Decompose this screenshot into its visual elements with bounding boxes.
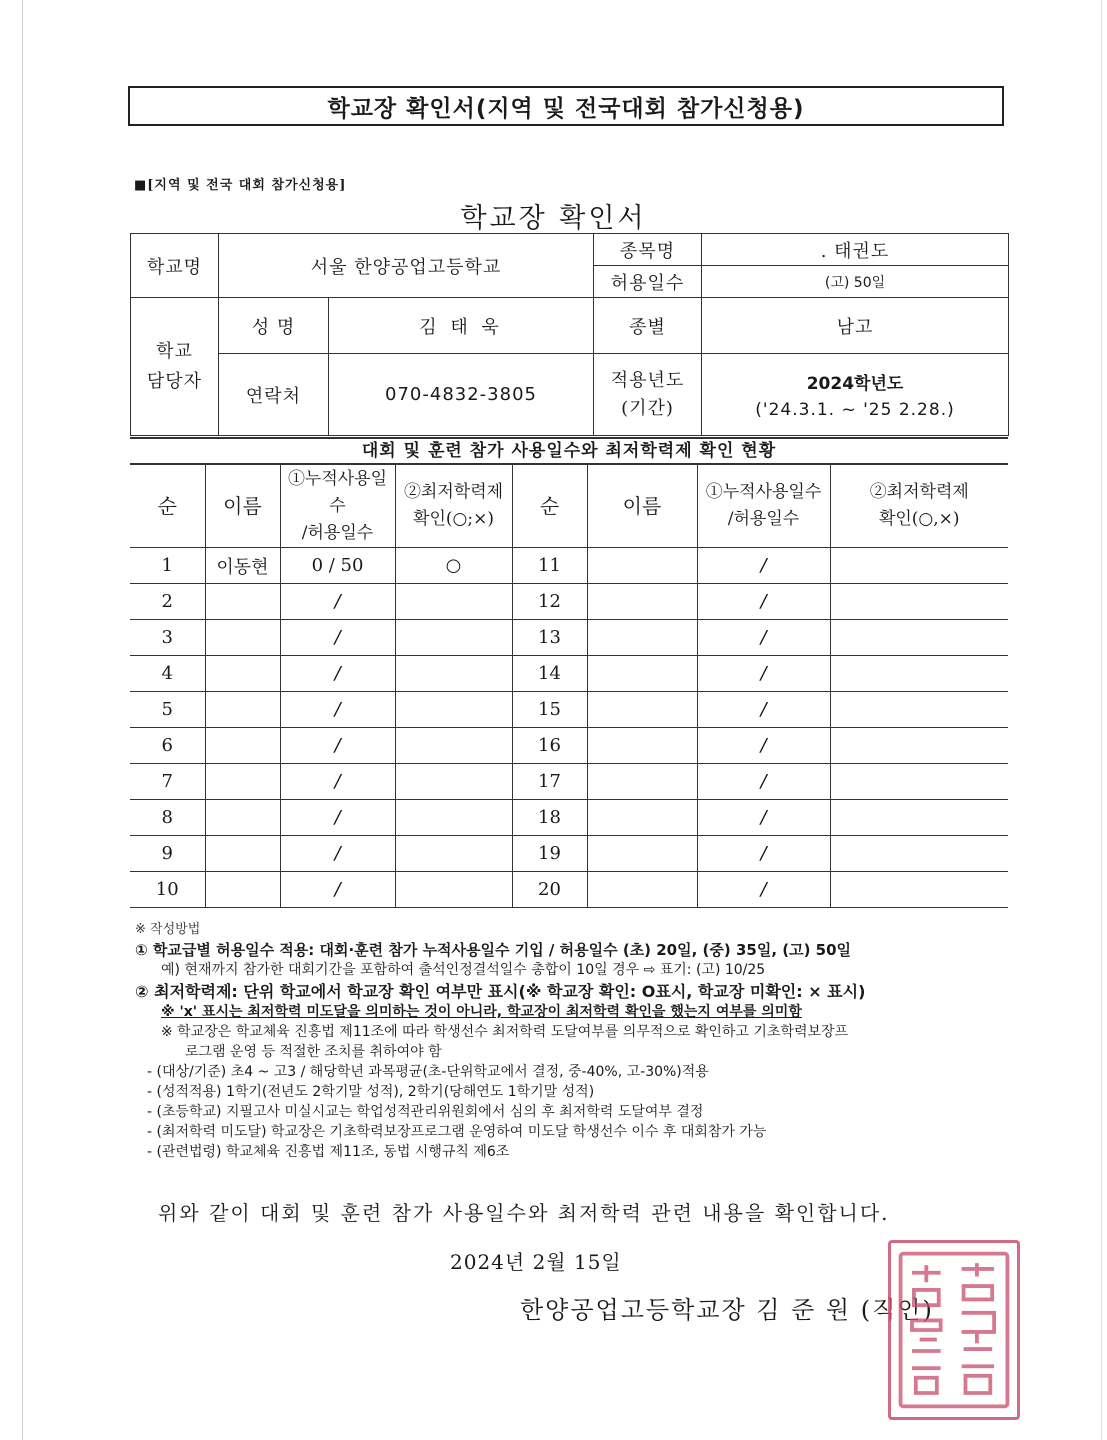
category-label: 종별	[594, 298, 702, 354]
row-name	[205, 692, 280, 728]
header-days-right: ①누적사용일수 /허용일수	[697, 464, 830, 548]
row-check	[830, 836, 1008, 872]
row-days: /	[280, 836, 395, 872]
table-row	[130, 548, 1008, 584]
school-name-label: 학교명	[131, 234, 219, 298]
row-days: /	[697, 800, 830, 836]
header-no-right: 순	[512, 464, 587, 548]
list-item: - (초등학교) 지필고사 미실시교는 학업성적관리위원회에서 심의 후 최저학력 도달여부 결정	[147, 1104, 704, 1120]
row-days: /	[280, 872, 395, 908]
note-2-b-cont: 로그램 운영 등 적절한 조치를 취하여야 함	[185, 1044, 442, 1060]
table-row	[130, 584, 1008, 620]
name-label: 성 명	[219, 298, 329, 354]
row-name	[205, 728, 280, 764]
row-check	[830, 620, 1008, 656]
instructions-heading: ※ 작성방법	[135, 922, 201, 937]
form-title: 학교장 확인서	[460, 203, 647, 234]
row-no: 8	[130, 800, 205, 836]
row-name	[205, 764, 280, 800]
row-name	[587, 692, 697, 728]
status-table	[130, 463, 1008, 908]
document-title: 학교장 확인서(지역 및 전국대회 참가신청용)	[327, 95, 805, 122]
allowed-days-label: 허용일수	[594, 266, 702, 298]
row-days: /	[697, 620, 830, 656]
row-check	[395, 800, 512, 836]
table-row	[130, 692, 1008, 728]
row-no: 1	[130, 548, 205, 584]
row-check	[395, 656, 512, 692]
section-label: ■[지역 및 전국 대회 참가신청용]	[134, 178, 347, 193]
row-check	[830, 584, 1008, 620]
row-no: 17	[512, 764, 587, 800]
row-check	[395, 764, 512, 800]
row-check	[395, 728, 512, 764]
row-no: 12	[512, 584, 587, 620]
table-row	[130, 872, 1008, 908]
header-days-left: ①누적사용일수 /허용일수	[280, 464, 395, 548]
seal-graphic	[891, 1243, 1017, 1417]
row-days: /	[697, 548, 830, 584]
row-days: /	[280, 728, 395, 764]
list-item: - (최저학력 미도달) 학교장은 기초학력보장프로그램 운영하여 미도달 학생선수 이수 후 대회참가 가능	[147, 1124, 767, 1140]
row-check	[830, 800, 1008, 836]
row-name	[205, 584, 280, 620]
row-name	[587, 800, 697, 836]
header-check-right: ②최저학력제 확인(○,×)	[830, 464, 1008, 548]
allowed-days-value: (고) 50일	[702, 266, 1009, 298]
row-check: ○	[395, 548, 512, 584]
row-name	[587, 728, 697, 764]
note-2-a: ※ 'x' 표시는 최저학력 미도달을 의미하는 것이 아니라, 학교장이 최저학력 확인을 했는지 여부를 의미함	[161, 1004, 802, 1020]
confirmation-statement: 위와 같이 대회 및 훈련 참가 사용일수와 최저학력 관련 내용을 확인합니다.	[158, 1201, 890, 1225]
row-no: 6	[130, 728, 205, 764]
row-days: /	[280, 584, 395, 620]
list-item: - (관련법령) 학교체육 진흥법 제11조, 동법 시행규칙 제6조	[147, 1144, 510, 1160]
row-name	[205, 872, 280, 908]
row-no: 5	[130, 692, 205, 728]
document-title-box	[128, 86, 1004, 126]
row-no: 15	[512, 692, 587, 728]
instructions	[135, 920, 1035, 1162]
school-name: 서울 한양공업고등학교	[219, 234, 594, 298]
sport-label: 종목명	[594, 234, 702, 266]
year-value: 2024학년도	[806, 374, 904, 394]
row-no: 7	[130, 764, 205, 800]
row-check	[830, 548, 1008, 584]
row-days: /	[280, 692, 395, 728]
row-name	[205, 620, 280, 656]
table-header-row	[130, 464, 1008, 548]
row-check	[395, 836, 512, 872]
note-1-example: 예) 현재까지 참가한 대회기간을 포함하여 출석인정결석일수 총합이 10일 경우 ⇨ 표기: (고) 10/25	[161, 962, 766, 978]
row-no: 13	[512, 620, 587, 656]
note-2: ② 최저학력제: 단위 학교에서 학교장 확인 여부만 표시(※ 학교장 확인: O표시, 학교장 미확인: × 표시)	[135, 982, 866, 1001]
row-name	[205, 656, 280, 692]
row-days: /	[280, 764, 395, 800]
row-check	[395, 692, 512, 728]
header-name-right: 이름	[587, 464, 697, 548]
row-days: /	[697, 728, 830, 764]
row-check	[830, 872, 1008, 908]
list-item: - (성적적용) 1학기(전년도 2학기말 성적), 2학기(당해연도 1학기말 성적)	[147, 1084, 595, 1100]
status-table-title: 대회 및 훈련 참가 사용일수와 최저학력제 확인 현황	[130, 437, 1008, 463]
row-no: 4	[130, 656, 205, 692]
row-name	[205, 836, 280, 872]
row-no: 2	[130, 584, 205, 620]
row-check	[830, 764, 1008, 800]
row-check	[830, 692, 1008, 728]
row-days: /	[697, 764, 830, 800]
row-name	[587, 620, 697, 656]
official-seal-stamp	[888, 1240, 1020, 1420]
header-no-left: 순	[130, 464, 205, 548]
row-name	[587, 548, 697, 584]
principal-signature: 한양공업고등학교장 김 준 원 (직인)	[520, 1296, 934, 1324]
row-check	[830, 656, 1008, 692]
manager-label: 학교 담당자	[131, 298, 219, 436]
row-days: /	[697, 656, 830, 692]
row-no: 16	[512, 728, 587, 764]
row-name	[205, 800, 280, 836]
table-row	[130, 728, 1008, 764]
year-cell	[702, 354, 1009, 436]
sport-value: . 태권도	[702, 234, 1009, 266]
table-row	[130, 764, 1008, 800]
row-no: 14	[512, 656, 587, 692]
table-row	[130, 620, 1008, 656]
row-name	[587, 764, 697, 800]
row-check	[395, 620, 512, 656]
header-name-left: 이름	[205, 464, 280, 548]
row-days: /	[280, 656, 395, 692]
row-days: 0 / 50	[280, 548, 395, 584]
category-value: 남고	[702, 298, 1009, 354]
row-days: /	[697, 872, 830, 908]
info-table	[130, 233, 1009, 436]
row-check	[830, 728, 1008, 764]
row-name	[587, 836, 697, 872]
row-days: /	[697, 836, 830, 872]
note-1: ① 학교급별 허용일수 적용: 대회·훈련 참가 누적사용일수 기입 / 허용일수 (초) 20일, (중) 35일, (고) 50일	[135, 941, 852, 959]
row-name: 이동현	[205, 548, 280, 584]
contact-label: 연락처	[219, 354, 329, 436]
period-value: ('24.3.1. ~ '25 2.28.)	[755, 400, 955, 420]
header-check-left: ②최저학력제 확인(○;×)	[395, 464, 512, 548]
contact-value: 070-4832-3805	[329, 354, 594, 436]
row-no: 20	[512, 872, 587, 908]
table-row	[130, 656, 1008, 692]
row-no: 3	[130, 620, 205, 656]
row-name	[587, 872, 697, 908]
row-check	[395, 872, 512, 908]
row-days: /	[697, 584, 830, 620]
manager-name: 김 태 욱	[329, 298, 594, 354]
year-label: 적용년도 (기간)	[594, 354, 702, 436]
table-row	[130, 800, 1008, 836]
row-no: 18	[512, 800, 587, 836]
list-item: - (대상/기준) 초4 ~ 고3 / 해당학년 과목평균(초-단위학교에서 결정, 중-40%, 고-30%)적용	[147, 1064, 709, 1080]
row-name	[587, 656, 697, 692]
row-check	[395, 584, 512, 620]
row-no: 11	[512, 548, 587, 584]
table-row	[130, 836, 1008, 872]
row-days: /	[697, 692, 830, 728]
row-name	[587, 584, 697, 620]
issue-date: 2024년 2월 15일	[450, 1250, 622, 1274]
row-days: /	[280, 800, 395, 836]
note-2-b: ※ 학교장은 학교체육 진흥법 제11조에 따라 학생선수 최저학력 도달여부를 의무적으로 확인하고 기초학력보장프	[161, 1024, 849, 1040]
row-no: 10	[130, 872, 205, 908]
row-no: 19	[512, 836, 587, 872]
row-no: 9	[130, 836, 205, 872]
row-days: /	[280, 620, 395, 656]
